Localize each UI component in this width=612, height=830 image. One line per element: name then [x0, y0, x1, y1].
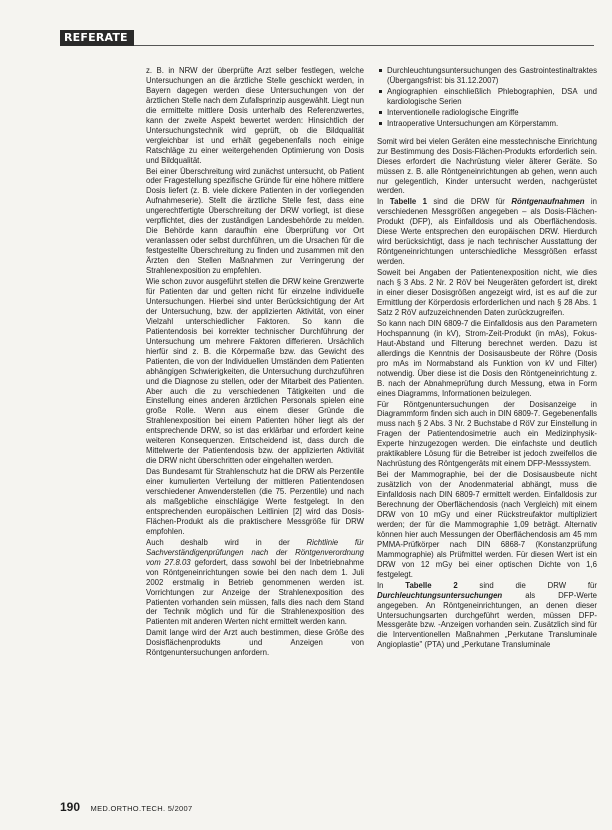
- paragraph: Damit lange wird der Arzt auch bestimmen, diese Größe des Dosisflächenprodukts und Anzeigen von Röntgenuntersuchungen anfordern.: [146, 628, 364, 658]
- paragraph: Somit wird bei vielen Geräten eine messtechnische Einrichtung zur Bestimmung des Dosis-Flächen-Produkts erforderlich sein. Dieses erfordert die Nachrüstung vieler älterer Geräte. So müssen z. B. alle Röntgeneinrichtungen ab gehen, wenn auch nur gelegentlich, Kinder untersucht werden, nachgerüstet werden.: [377, 136, 597, 196]
- paragraph: Das Bundesamt für Strahlenschutz hat die DRW als Perzentile einer kumulierten Verteilung der mittleren Patientendosen verschiedener Anwenderstellen (die 75. Perzentile) und nach als maßgebliche einschlägige Werte festgelegt. In den entsprechenden europäischen Leitlinien [2] wird das Dosis-Flächen-Produkt als die praktischere Messgröße für DRW empfohlen.: [146, 467, 364, 536]
- paragraph: So kann nach DIN 6809-7 die Einfalldosis aus den Parametern Hochspannung (in kV), Strom-Zeit-Produkt (in mAs), Fokus-Haut-Abstand und Filterung berechnet werden. Dazu ist allerdings die Kenntnis der Dosisausbeute der Röhre (Dosis pro mAs im Normabstand als Funktion von kV und Filter) notwendig. Über diese ist die Dosis den Röntgeneinrichtung z. B. nach der Abnahmeprüfung durch Messung, etwa in Form eines Diagramms, Informationen beizulegen.: [377, 318, 597, 398]
- text-run: In: [377, 197, 390, 207]
- guideline-title: Richtlinie für Sachverständigenprüfungen nach der Röntgenverordnung vom 27.8.03: [146, 537, 364, 567]
- emphasis: Durchleuchtungsuntersuchungen: [377, 590, 503, 600]
- emphasis: Röntgenaufnahmen: [511, 197, 585, 207]
- journal-name: MED.ORTHO.TECH. 5/2007: [90, 804, 193, 813]
- left-column: [146, 66, 364, 796]
- paragraph: Wie schon zuvor ausgeführt stellen die DRW keine Grenzwerte für Patienten dar und gelten nicht für einzelne individuelle Untersuchungen. Hierbei sind unter Berücksichtigung der Art der Untersuchung, bzw. der applizierten Aktivität, von einer Vielzahl unterschiedlicher Faktoren. So kann die Patientendosis bei korrekter technischer Durchführung der Untersuchung um mehrere Faktoren differieren. Ursächlich hierfür sind z. B. die Körpermaße bzw. das Gewicht des Patienten, die von der Individuellen Umständen dem Patienten abhängigen Schwierigkeiten, die Untersuchung durchzuführen und die Diagnose zu stellen, oder der Mitarbeit des Patienten. Aber auch die zu verschiedenen Tätigkeiten und die Einstellung eines anderen ärztlichen Personals spielen eine große Rolle. Wenn aus einem dieser Gründe die Strahlenexposition bei einem Patienten höher liegt als der entsprechende DRW, so ist das erklärbar und erfordert keine weiteren Konsequenzen. Entscheidend ist, dass durch die Mittelwerte der Patientendosis bzw. der applizierten Aktivität die DRW nicht überschritten oder eingehalten werden.: [146, 277, 364, 466]
- paragraph: [377, 197, 597, 267]
- text-run: als DFP-Werte angegeben. An Röntgeneinrichtungen, an denen dieser Untersuchungsarten durchgeführt werden, müssen DFP-Messgeräte bzw. -Anzeigen vorhanden sein. Zusätzlich sind für die Interventionellen Maßnahmen „Perkutane Transluminale Angioplastie" (PTA) und „Perkutane Transluminale: [377, 590, 597, 650]
- bullet-item: Interventionelle radiologische Eingriffe: [377, 108, 597, 118]
- text-run: sind die DRW für: [457, 580, 597, 590]
- paragraph: Für Röntgenuntersuchungen der Dosisanzeige in Diagrammform finden sich auch in DIN 6809-7. Gegebenenfalls muss nach § 2 Abs. 3 Nr. 2 Buchstabe d RöV zur Einstellung in Fragen der Patientendosimetrie auch ein Medizinphysik-Experte hinzugezogen werden. Die einfachste und deutlich praktikablere Lösung für die Betreiber ist jedoch zweifellos die Nachrüstung des Röntgengeräts mit einem DFP-Messsystem.: [377, 399, 597, 469]
- page-number: 190: [60, 800, 81, 814]
- paragraph: Soweit bei Angaben der Patientenexposition nicht, wie dies nach § 3 Abs. 2 Nr. 2 RöV bei Neugeräten gefordert ist, direkt in einer dieser Dosisgrößen angezeigt wird, ist es auf die zur Ermittlung der Körperdosis erforderlichen und nach § 28 Abs. 1 Satz 2 RöV aufzuzeichnenden Daten zurückzugreifen.: [377, 268, 597, 317]
- bullet-item: Angiographien einschließlich Phlebographien, DSA und kardiologische Serien: [377, 87, 597, 107]
- section-label: REFERATE: [64, 31, 128, 44]
- bullet-item: Durchleuchtungsuntersuchungen des Gastrointestinaltraktes (Übergangsfrist: bis 31.12.2007): [377, 66, 597, 86]
- text-run: In: [377, 580, 406, 590]
- paragraph: Bei einer Überschreitung wird zunächst untersucht, ob Patient oder Fragestellung spezifische Gründe für eine höhere mittlere Dosis liefert (z. B. viele dickere Patienten in der vorliegenden Aufnahmeserie). Stellt die ärztliche Stelle fest, dass eine ungerechtfertigte Überschreitung der DRW vorliegt, ist diese verpflichtet, dies der zuständigen Landesbehörde zu melden. Die Behörde kann daraufhin eine Überprüfung vor Ort veranlassen oder selbst durchführen, um die Ursachen für die festgestellte Überschreitung zu finden und zusammen mit den Ärzten den Stellen Maßnahmen zur Verringerung der Strahlenexposition zu empfehlen.: [146, 166, 364, 276]
- bullet-list: [377, 66, 597, 129]
- header-rule: [134, 45, 594, 46]
- page-footer: [60, 801, 192, 813]
- table-reference: Tabelle 2: [405, 580, 458, 590]
- text-run: gefordert, dass sowohl bei der Inbetriebnahme von Röntgeneinrichtungen sowie bei den nach dem 1. Juli 2002 erstmalig in Betrieb genommenen werden ist. Vorrichtungen zur Anzeige der Strahlenexposition des Patienten vorhanden sein müssen, falls dies nach dem Stand der Technik möglich und für die Strahlenexposition des Patienten mit anderen Werten nicht ermittelt werden kann.: [146, 557, 364, 627]
- right-column: [377, 66, 597, 796]
- text-run: in verschiedenen Messgrößen angegeben – als Dosis-Flächen-Produkt (DFP), als Einfalldosis und als Oberflächendosis. Diese Werte entsprechen den europäischen DRW. Hierdurch wird berücksichtigt, dass je nach technischer Ausstattung der Röntgeneinrichtungen unterschiedliche Messgrößen erfasst werden.: [377, 197, 597, 267]
- paragraph: z. B. in NRW der überprüfte Arzt selber festlegen, welche Untersuchungen an die ärztliche Stelle geschickt werden, in Bayern dagegen werden diese Untersuchungen von der ärztlichen Stelle nach dem Zufallsprinzip ausgewählt. Liegt nun die ermittelte mittlere Dosis unterhalb des Referenzwertes, kann der zweite Aspekt bewertet werden: Hinsichtlich der Untersuchungstechnik wird geprüft, ob die Bildqualität vergleichbar ist und erhält gegebenenfalls noch einige Ratschläge zu einer weitergehenden Optimierung von Dosis und Bildqualität.: [146, 66, 364, 165]
- text-run: Auch deshalb wird in der: [146, 537, 307, 547]
- paragraph: [146, 538, 364, 628]
- paragraph: Bei der Mammographie, bei der die Dosisausbeute nicht zusätzlich von der Anodenmaterial abhängt, muss die Einfalldosis nach DIN 6809-7 ermittelt werden. Einfalldosis zur Berechnung der Oberflächendosis (nach Vergleich) mit einem DRW von 10 mGy und einer Rückstreufaktor multipliziert werden; der für die Mammographie 1,09 beträgt. Alternativ können hier auch Messungen der Oberflächendosis am 45 mm PMMA-Prüfkörper nach DIN 6868-7 (Konstanzprüfung Mammographie) als Prüfmittel werden. Für diesen Wert ist ein DRW von 12 mGy bei einer optischen Dichte von 1,6 festgelegt.: [377, 470, 597, 579]
- paragraph: [377, 581, 597, 651]
- bullet-item: Intraoperative Untersuchungen am Körperstamm.: [377, 119, 597, 129]
- table-reference: Tabelle 1: [389, 197, 427, 207]
- text-run: sind die DRW für: [426, 197, 512, 207]
- section-header-tab: [60, 30, 134, 46]
